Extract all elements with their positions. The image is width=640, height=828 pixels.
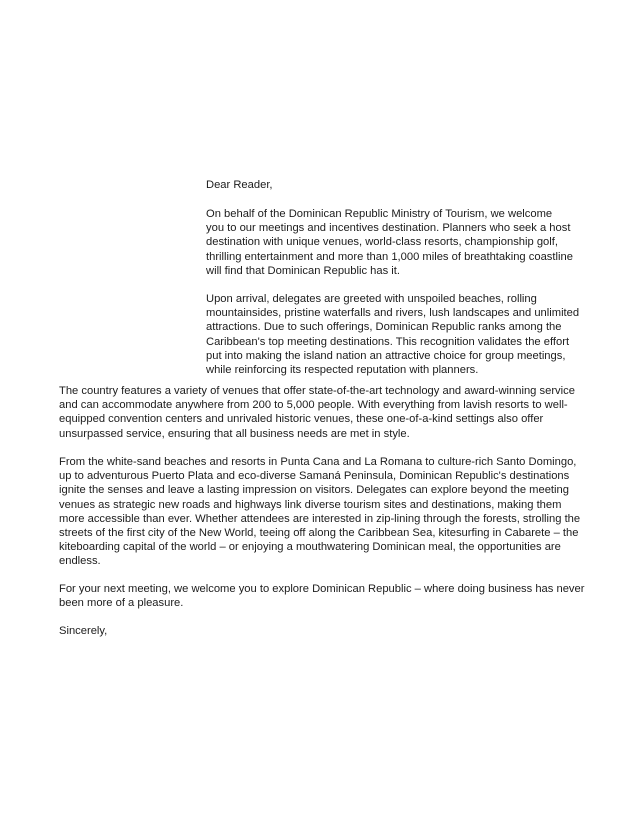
paragraph-line: Caribbean's top meeting destinations. This recognition validates the effort <box>206 335 570 348</box>
paragraph-line: venues as strategic new roads and highways link diverse tourism sites and destinations, making them <box>59 498 562 511</box>
paragraph-line: For your next meeting, we welcome you to explore Dominican Republic – where doing business has never <box>59 583 585 595</box>
paragraph-welcome <box>206 207 573 278</box>
paragraph-line: will find that Dominican Republic has it. <box>206 264 401 277</box>
paragraph-venues <box>59 384 575 441</box>
paragraph-line: endless. <box>59 555 101 568</box>
paragraph-line: been more of a pleasure. <box>59 597 184 610</box>
paragraph-line: more accessible than ever. Whether attendees are interested in zip-lining through the forests, strolling the <box>59 512 581 525</box>
paragraph-line: you to our meetings and incentives destination. Planners who seek a host <box>206 222 571 235</box>
paragraph-line: attractions. Due to such offerings, Dominican Republic ranks among the <box>206 321 562 334</box>
paragraph-line: streets of the first city of the New World, teeing off along the Caribbean Sea, kitesurfing in Cabarete – the <box>59 527 579 540</box>
paragraph-line: From the white-sand beaches and resorts in Punta Cana and La Romana to culture-rich Santo Domingo, <box>59 456 577 468</box>
paragraph-arrival <box>206 292 579 377</box>
paragraph-line: ignite the senses and leave a lasting impression on visitors. Delegates can explore beyond the meeting <box>59 484 569 497</box>
paragraph-line: and can accommodate anywhere from 200 to 5,000 people. With everything from lavish resorts to well- <box>59 399 568 412</box>
paragraph-line: unsurpassed service, ensuring that all business needs are met in style. <box>59 427 410 440</box>
paragraph-line: The country features a variety of venues that offer state-of-the-art technology and award-winning service <box>59 385 575 397</box>
paragraph-line: destination with unique venues, world-class resorts, championship golf, <box>206 236 558 249</box>
paragraph-line: put into making the island nation an attractive choice for group meetings, <box>206 349 566 362</box>
paragraph-closing-invite <box>59 582 584 610</box>
paragraph-line: up to adventurous Puerto Plata and eco-diverse Samaná Peninsula, Dominican Republic's destinations <box>59 470 570 483</box>
salutation: Dear Reader, <box>206 179 273 191</box>
paragraph-line: On behalf of the Dominican Republic Ministry of Tourism, we welcome <box>206 208 553 220</box>
paragraph-line: Upon arrival, delegates are greeted with unspoiled beaches, rolling <box>206 293 537 305</box>
paragraph-line: thrilling entertainment and more than 1,000 miles of breathtaking coastline <box>206 250 573 263</box>
paragraph-line: mountainsides, pristine waterfalls and rivers, lush landscapes and unlimited <box>206 307 580 320</box>
closing: Sincerely, <box>59 625 108 637</box>
paragraph-line: kiteboarding capital of the world – or enjoying a mouthwatering Dominican meal, the opportunities are <box>59 541 561 554</box>
paragraph-line: equipped convention centers and unrivaled historic venues, these one-of-a-kind settings also offer <box>59 413 544 426</box>
paragraph-line: while reinforcing its respected reputation with planners. <box>206 364 479 377</box>
paragraph-destinations <box>59 455 580 569</box>
